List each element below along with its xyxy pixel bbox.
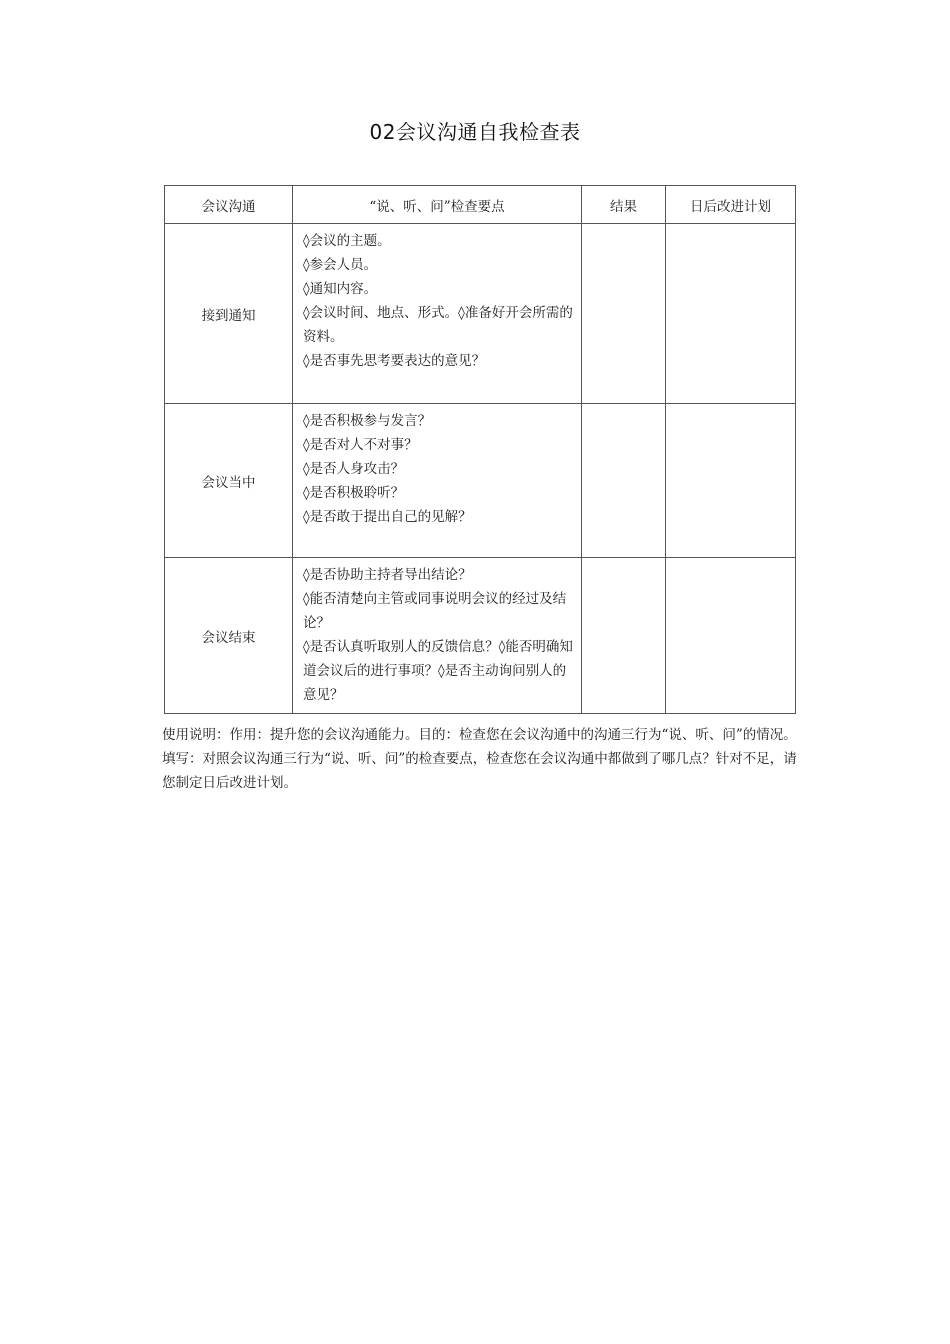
- checklist-table: [164, 185, 796, 714]
- row-checkpoints: [293, 558, 582, 714]
- plan-cell[interactable]: [666, 558, 796, 714]
- result-cell[interactable]: [582, 404, 666, 558]
- checkpoint-item: ◊是否积极聆听？: [303, 485, 405, 501]
- header-improvement-plan: 日后改进计划: [666, 186, 796, 224]
- header-result: 结果: [582, 186, 666, 224]
- checkpoint-item: ◊是否协助主持者导出结论？: [303, 567, 472, 583]
- page-title: 02会议沟通自我检查表: [369, 120, 581, 144]
- checkpoint-item: ◊会议时间、地点、形式。◊准备好开会所需的资料。: [303, 305, 573, 345]
- plan-cell[interactable]: [666, 404, 796, 558]
- usage-instructions: 使用说明：作用：提升您的会议沟通能力。目的：检查您在会议沟通中的沟通三行为“说、听、问”的情况。填写：对照会议沟通三行为“说、听、问”的检查要点，检查您在会议沟通中都做到了哪几点？针对不足，请您制定日后改进计划。: [162, 727, 797, 791]
- table-row: [165, 224, 796, 404]
- table-row: [165, 558, 796, 714]
- checkpoint-item: ◊参会人员。: [303, 257, 378, 273]
- result-cell[interactable]: [582, 558, 666, 714]
- table-header-row: [165, 186, 796, 224]
- row-category: 接到通知: [165, 224, 293, 404]
- result-cell[interactable]: [582, 224, 666, 404]
- checkpoint-item: ◊是否人身攻击？: [303, 461, 405, 477]
- checkpoint-item: ◊是否事先思考要表达的意见？: [303, 353, 486, 369]
- plan-cell[interactable]: [666, 224, 796, 404]
- checkpoint-item: ◊是否敢于提出自己的见解？: [303, 509, 472, 525]
- checkpoint-item: ◊通知内容。: [303, 281, 378, 297]
- checkpoint-item: ◊会议的主题。: [303, 233, 391, 249]
- row-checkpoints: [293, 404, 582, 558]
- header-checkpoints: “说、听、问”检查要点: [293, 186, 582, 224]
- row-category: 会议结束: [165, 558, 293, 714]
- checkpoint-item: ◊是否认真听取别人的反馈信息？◊能否明确知道会议后的进行事项？◊是否主动询问别人的意见？: [303, 639, 573, 703]
- checkpoint-item: ◊是否积极参与发言？: [303, 413, 432, 429]
- row-checkpoints: [293, 224, 582, 404]
- checkpoint-item: ◊能否清楚向主管或同事说明会议的经过及结论？: [303, 591, 567, 631]
- table-row: [165, 404, 796, 558]
- row-category: 会议当中: [165, 404, 293, 558]
- checkpoint-item: ◊是否对人不对事？: [303, 437, 418, 453]
- header-category: 会议沟通: [165, 186, 293, 224]
